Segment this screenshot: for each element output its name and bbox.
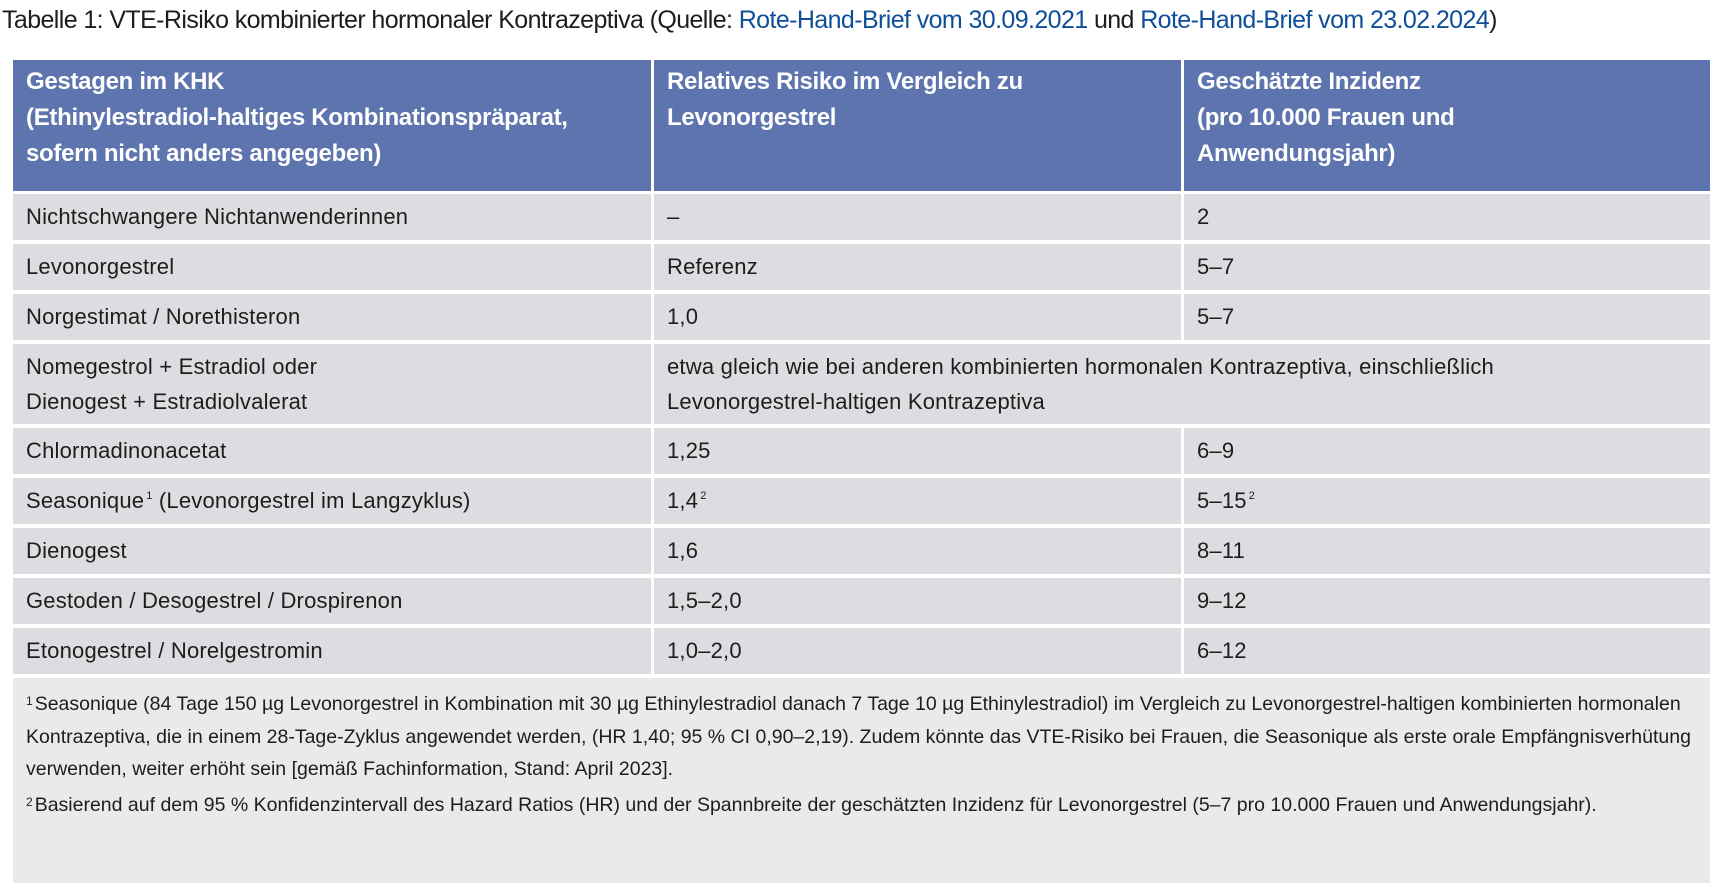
cell-merged-risk-incidence	[654, 344, 1710, 428]
table-row	[13, 478, 1710, 528]
footnote-mark: 1	[26, 694, 33, 708]
footnote-2	[26, 789, 1697, 822]
cell-relative-risk: 1,6	[654, 528, 1184, 578]
cell-gestagen: Etonogestrel / Norelgestromin	[13, 628, 654, 678]
table-caption	[2, 6, 1497, 35]
footnotes	[13, 678, 1710, 883]
cell-relative-risk: Referenz	[654, 244, 1184, 294]
cell-gestagen-note: (Levonorgestrel im Langzyklus)	[152, 488, 471, 513]
table-row	[13, 528, 1710, 578]
cell-merged-line: etwa gleich wie bei anderen kombinierten hormonalen Kontrazeptiva, einschließlich	[667, 354, 1494, 379]
cell-relative-risk: 1,5–2,0	[654, 578, 1184, 628]
footnote-1	[26, 688, 1697, 786]
cell-gestagen: Dienogest	[13, 528, 654, 578]
header-incidence-line: Geschätzte Inzidenz	[1197, 68, 1421, 95]
footnote-ref-2: 2	[1248, 490, 1256, 502]
cell-gestagen: Chlormadinonacetat	[13, 428, 654, 478]
header-gestagen-line: sofern nicht anders angegeben)	[26, 140, 382, 167]
table-row	[13, 194, 1710, 244]
table-row	[13, 578, 1710, 628]
cell-incidence-value: 5–15	[1197, 488, 1247, 513]
vte-risk-table	[13, 60, 1710, 883]
cell-gestagen-line: Nomegestrol + Estradiol oder	[26, 354, 318, 379]
rote-hand-brief-2021-link[interactable]: Rote-Hand-Brief vom 30.09.2021	[738, 6, 1088, 34]
cell-gestagen: Gestoden / Desogestrel / Drospirenon	[13, 578, 654, 628]
header-incidence-line: (pro 10.000 Frauen und	[1197, 104, 1455, 131]
header-gestagen	[13, 60, 654, 194]
cell-gestagen: Norgestimat / Norethisteron	[13, 294, 654, 344]
header-row	[13, 60, 1710, 194]
cell-relative-risk: 1,0–2,0	[654, 628, 1184, 678]
caption-suffix: )	[1489, 6, 1497, 34]
header-incidence-line: Anwendungsjahr)	[1197, 140, 1396, 167]
cell-gestagen	[13, 478, 654, 528]
cell-incidence	[1184, 478, 1710, 528]
footnote-ref-2: 2	[700, 490, 707, 502]
cell-gestagen: Nichtschwangere Nichtanwenderinnen	[13, 194, 654, 244]
cell-gestagen	[13, 344, 654, 428]
header-gestagen-line: (Ethinylestradiol-haltiges Kombinationspräparat,	[26, 104, 568, 131]
cell-gestagen-name: Seasonique	[26, 488, 145, 513]
table-row	[13, 428, 1710, 478]
cell-incidence: 6–9	[1184, 428, 1710, 478]
footnote-text: Basierend auf dem 95 % Konfidenzintervall des Hazard Ratios (HR) und der Spannbreite der geschätzten Inzidenz für Levonorgestrel (5–7 pro 10.000 Frauen und Anwendungsjahr).	[34, 793, 1597, 816]
cell-incidence: 9–12	[1184, 578, 1710, 628]
cell-incidence: 6–12	[1184, 628, 1710, 678]
footnote-text: Seasonique (84 Tage 150 µg Levonorgestrel in Kombination mit 30 µg Ethinylestradiol danach 7 Tage 10 µg Ethinylestradiol) im Vergleich zu Levonorgestrel-haltigen kombinierten hormonalen Kontrazeptiva, die in einem 28-Tage-Zyklus angewendet werden, (HR 1,40; 95 % CI 0,90–2,19). Zudem könnte das VTE-Risiko bei Frauen, die Seasonique als erste orale Empfängnisverhütung verwenden, weiter erhöht sein [gemäß Fachinformation, Stand: April 2023].	[26, 693, 1691, 780]
cell-incidence: 5–7	[1184, 244, 1710, 294]
cell-relative-risk-value: 1,4	[667, 488, 699, 513]
header-relative-risk-line: Relatives Risiko im Vergleich zu	[667, 68, 1023, 95]
header-relative-risk-line: Levonorgestrel	[667, 104, 837, 131]
cell-incidence: 8–11	[1184, 528, 1710, 578]
table-row	[13, 344, 1710, 428]
cell-relative-risk: –	[654, 194, 1184, 244]
table-row	[13, 294, 1710, 344]
header-gestagen-line: Gestagen im KHK	[26, 68, 225, 95]
footnotes-row	[13, 678, 1710, 883]
cell-incidence: 2	[1184, 194, 1710, 244]
cell-merged-line: Levonorgestrel-haltigen Kontrazeptiva	[667, 389, 1045, 414]
footnote-ref-1: 1	[146, 490, 153, 502]
cell-relative-risk	[654, 478, 1184, 528]
table-row	[13, 244, 1710, 294]
table-row	[13, 628, 1710, 678]
cell-incidence: 5–7	[1184, 294, 1710, 344]
header-relative-risk	[654, 60, 1184, 194]
footnote-mark: 2	[26, 794, 33, 809]
rote-hand-brief-2024-link[interactable]: Rote-Hand-Brief vom 23.02.2024	[1140, 6, 1490, 34]
caption-prefix: Tabelle 1: VTE-Risiko kombinierter hormonaler Kontrazeptiva (Quelle:	[2, 6, 739, 34]
caption-middle: und	[1087, 6, 1141, 34]
cell-gestagen-line: Dienogest + Estradiolvalerat	[26, 389, 308, 414]
cell-gestagen: Levonorgestrel	[13, 244, 654, 294]
cell-relative-risk: 1,0	[654, 294, 1184, 344]
cell-relative-risk: 1,25	[654, 428, 1184, 478]
header-incidence	[1184, 60, 1710, 194]
